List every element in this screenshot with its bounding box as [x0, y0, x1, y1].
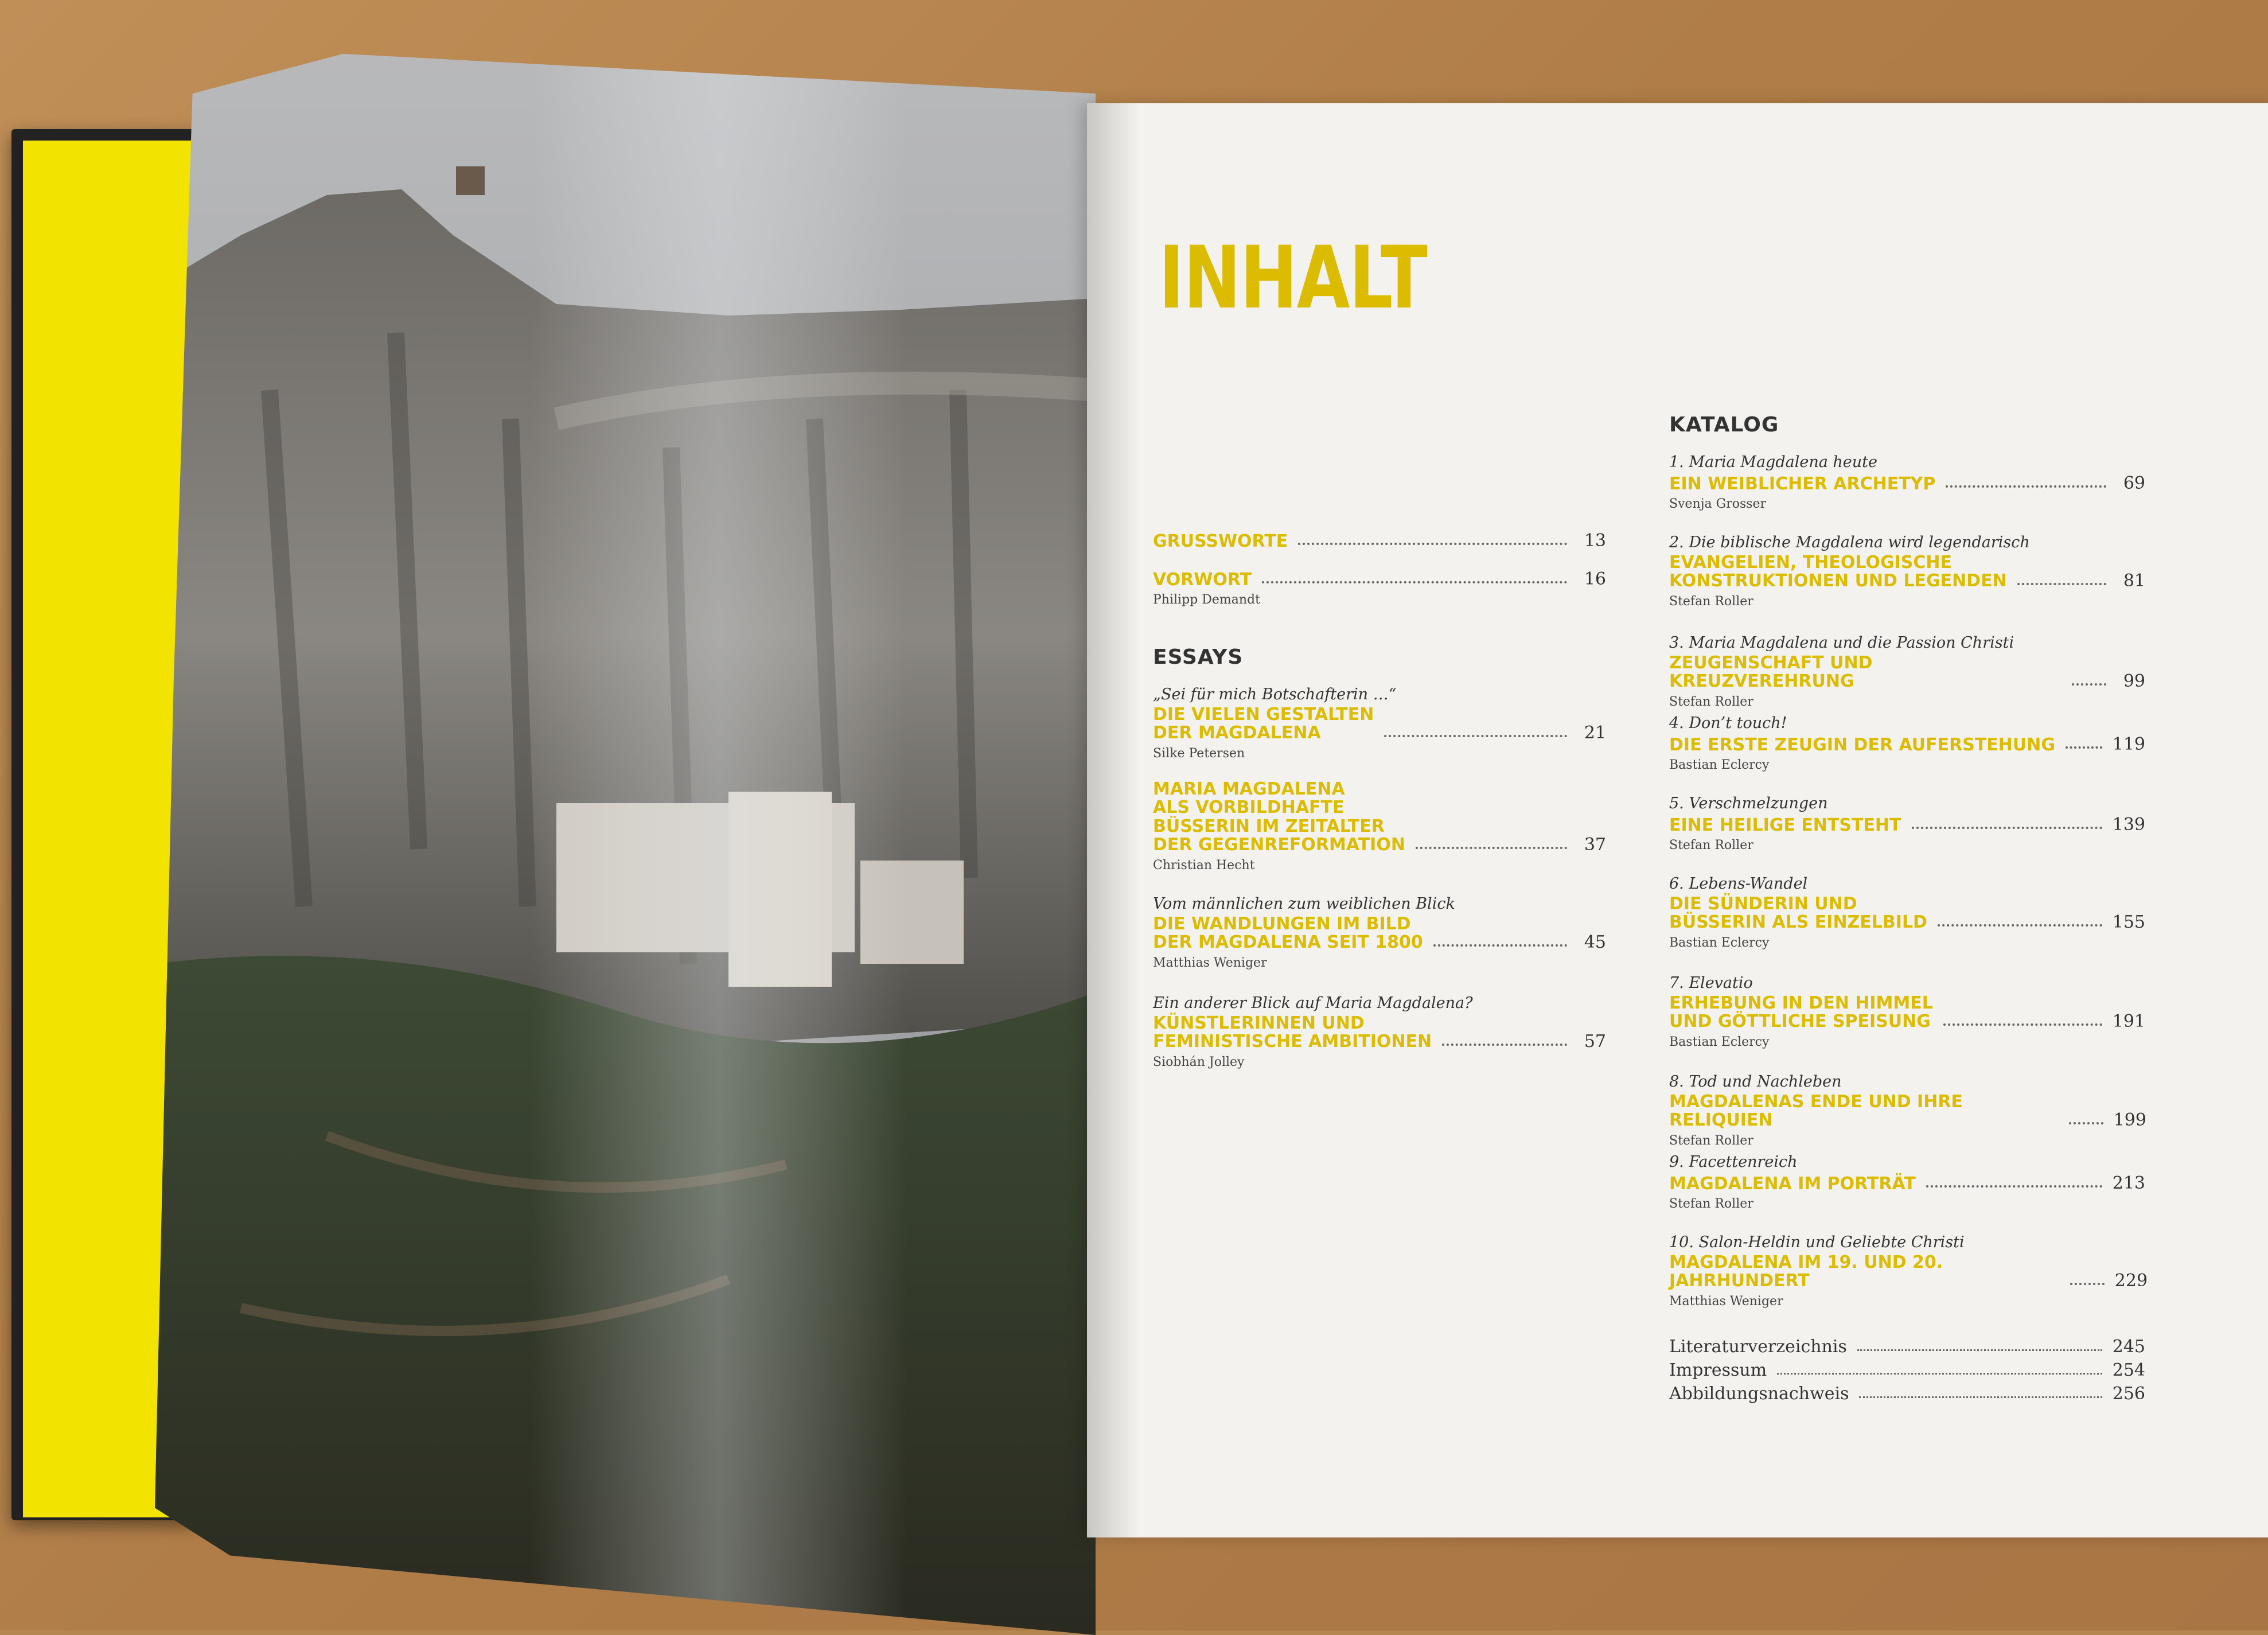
dot-leader [2072, 683, 2106, 686]
entry-author: Matthias Weniger [1669, 1294, 1783, 1309]
entry-author: Svenja Grosser [1669, 497, 1767, 511]
entry-author: Bastian Eclercy [1669, 1034, 1770, 1049]
entry-title: DIE WANDLUNGEN IM BILD DER MAGDALENA SEIT 1800 [1153, 914, 1423, 953]
essays-heading: ESSAYS [1153, 645, 1244, 669]
entry-page-number: 57 [1584, 1031, 1606, 1052]
toc-entry-katalog[interactable] [1669, 453, 2145, 511]
dot-leader [1926, 1185, 2102, 1188]
toc-entry-essay[interactable] [1153, 780, 1606, 873]
entry-page-number: 45 [1584, 932, 1606, 952]
entry-author: Stefan Roller [1669, 838, 1753, 852]
appendix-list [1669, 1337, 2145, 1407]
dot-leader [1943, 1023, 2102, 1026]
toc-entry-katalog[interactable] [1669, 1153, 2145, 1211]
entry-title: DIE VIELEN GESTALTEN DER MAGDALENA [1153, 704, 1374, 743]
dot-leader [1384, 735, 1567, 737]
toc-entry-katalog[interactable] [1669, 714, 2145, 772]
entry-author: Stefan Roller [1669, 1133, 1753, 1148]
entry-title: DIE SÜNDERIN UND BÜSSERIN ALS EINZELBILD [1669, 894, 1927, 933]
entry-author: Stefan Roller [1669, 694, 1753, 709]
entry-title: MAGDALENA IM 19. UND 20. JAHRHUNDERT [1669, 1252, 1943, 1291]
entry-author: Siobhán Jolley [1153, 1054, 1245, 1069]
entry-author: Silke Petersen [1153, 746, 1245, 761]
appendix-page-number: 256 [2112, 1384, 2145, 1404]
entry-page-number: 37 [1584, 834, 1606, 855]
photo-drawing [155, 46, 1096, 1635]
entry-page-number: 119 [2112, 734, 2145, 754]
entry-kicker: 6. Lebens-Wandel [1669, 875, 1808, 893]
entry-kicker: 1. Maria Magdalena heute [1669, 453, 1877, 471]
entry-kicker: 9. Facettenreich [1669, 1153, 1798, 1171]
entry-title: ZEUGENSCHAFT UND KREUZVEREHRUNG [1669, 653, 1873, 692]
toc-entry-katalog[interactable] [1669, 1073, 2145, 1148]
entry-kicker: „Sei für mich Botschafterin …“ [1153, 686, 1397, 703]
appendix-label: Literaturverzeichnis [1669, 1337, 1847, 1357]
entry-kicker: 3. Maria Magdalena und die Passion Christi [1669, 634, 2014, 652]
entry-page-number: 191 [2112, 1011, 2145, 1031]
entry-page-number: 13 [1584, 531, 1606, 551]
appendix-page-number: 245 [2112, 1337, 2145, 1357]
entry-author: Stefan Roller [1669, 1197, 1753, 1211]
entry-author: Matthias Weniger [1153, 955, 1267, 970]
entry-kicker: 7. Elevatio [1669, 974, 1753, 992]
entry-author: Philipp Demandt [1153, 593, 1260, 607]
entry-page-number: 69 [2123, 473, 2145, 493]
toc-entry-katalog[interactable] [1669, 974, 2145, 1049]
entry-title: EINE HEILIGE ENTSTEHT [1669, 815, 1901, 835]
toc-entry-vorwort[interactable] [1153, 569, 1606, 607]
dot-leader [1946, 485, 2106, 488]
appendix-item[interactable] [1669, 1337, 2145, 1357]
entry-title: GRUSSWORTE [1153, 531, 1288, 551]
entry-kicker: 8. Tod und Nachleben [1669, 1073, 1842, 1091]
dot-leader [1912, 827, 2102, 829]
entry-title: MAGDALENAS ENDE UND IHRE RELIQUIEN [1669, 1092, 1963, 1131]
dot-leader [2069, 1122, 2103, 1124]
entry-author: Stefan Roller [1669, 594, 1753, 609]
entry-kicker: Ein anderer Blick auf Maria Magdalena? [1153, 994, 1473, 1012]
entry-page-number: 21 [1584, 722, 1606, 743]
dot-leader [1262, 581, 1567, 583]
entry-page-number: 229 [2114, 1270, 2148, 1291]
entry-kicker: 4. Don’t touch! [1669, 714, 1787, 732]
entry-kicker: 5. Verschmelzungen [1669, 795, 1828, 812]
entry-kicker: Vom männlichen zum weiblichen Blick [1153, 895, 1455, 913]
dot-leader [2066, 746, 2102, 749]
dot-leader [2017, 583, 2106, 585]
toc-entry-katalog[interactable] [1669, 534, 2145, 609]
toc-entry-katalog[interactable] [1669, 634, 2145, 709]
entry-title: KÜNSTLERINNEN UND FEMINISTISCHE AMBITIONEN [1153, 1013, 1432, 1052]
entry-title: EVANGELIEN, THEOLOGISCHE KONSTRUKTIONEN UND LEGENDEN [1669, 552, 2007, 591]
page-title: INHALT [1159, 228, 1427, 328]
entry-page-number: 213 [2112, 1173, 2145, 1193]
toc-entry-katalog[interactable] [1669, 875, 2145, 950]
entry-kicker: 10. Salon-Heldin und Geliebte Christi [1669, 1233, 1965, 1251]
entry-kicker: 2. Die biblische Magdalena wird legendarisch [1669, 534, 2030, 551]
dot-leader [2070, 1283, 2105, 1285]
dot-leader [1416, 847, 1567, 849]
entry-title: EIN WEIBLICHER ARCHETYP [1669, 473, 1936, 494]
cliff-monastery-photo [155, 46, 1096, 1635]
toc-entry-grussworte[interactable] [1153, 531, 1606, 551]
entry-page-number: 81 [2123, 570, 2145, 591]
dot-leader [1777, 1373, 2102, 1375]
entry-author: Bastian Eclercy [1669, 935, 1770, 950]
appendix-item[interactable] [1669, 1384, 2145, 1404]
appendix-page-number: 254 [2112, 1360, 2145, 1380]
appendix-item[interactable] [1669, 1360, 2145, 1380]
entry-page-number: 16 [1584, 569, 1606, 589]
entry-title: ERHEBUNG IN DEN HIMMEL UND GÖTTLICHE SPEISUNG [1669, 993, 1933, 1032]
entry-author: Christian Hecht [1153, 858, 1255, 873]
dot-leader [1442, 1044, 1567, 1046]
katalog-heading: KATALOG [1669, 413, 1779, 437]
appendix-label: Impressum [1669, 1360, 1767, 1380]
entry-page-number: 199 [2113, 1110, 2146, 1130]
entry-author: Bastian Eclercy [1669, 758, 1770, 772]
dot-leader [1433, 944, 1567, 947]
entry-title: DIE ERSTE ZEUGIN DER AUFERSTEHUNG [1669, 734, 2055, 755]
toc-entry-katalog[interactable] [1669, 795, 2145, 852]
toc-entry-essay[interactable] [1153, 686, 1606, 761]
dot-leader [1859, 1396, 2102, 1398]
entry-title: MAGDALENA IM PORTRÄT [1669, 1173, 1916, 1194]
entry-page-number: 99 [2123, 671, 2145, 691]
contents-page [1087, 103, 2268, 1537]
toc-entry-essay[interactable] [1153, 895, 1606, 970]
entry-page-number: 155 [2112, 912, 2145, 932]
dot-leader [1298, 543, 1567, 545]
entry-page-number: 139 [2112, 815, 2145, 835]
toc-entry-essay[interactable] [1153, 994, 1606, 1069]
entry-title: MARIA MAGDALENA ALS VORBILDHAFTE BÜSSERIN IM ZEITALTER DER GEGENREFORMATION [1153, 779, 1405, 855]
dot-leader [1938, 924, 2102, 926]
entry-title: VORWORT [1153, 569, 1252, 590]
toc-entry-katalog[interactable] [1669, 1233, 2148, 1309]
dot-leader [1857, 1349, 2102, 1351]
appendix-label: Abbildungsnachweis [1669, 1384, 1849, 1404]
